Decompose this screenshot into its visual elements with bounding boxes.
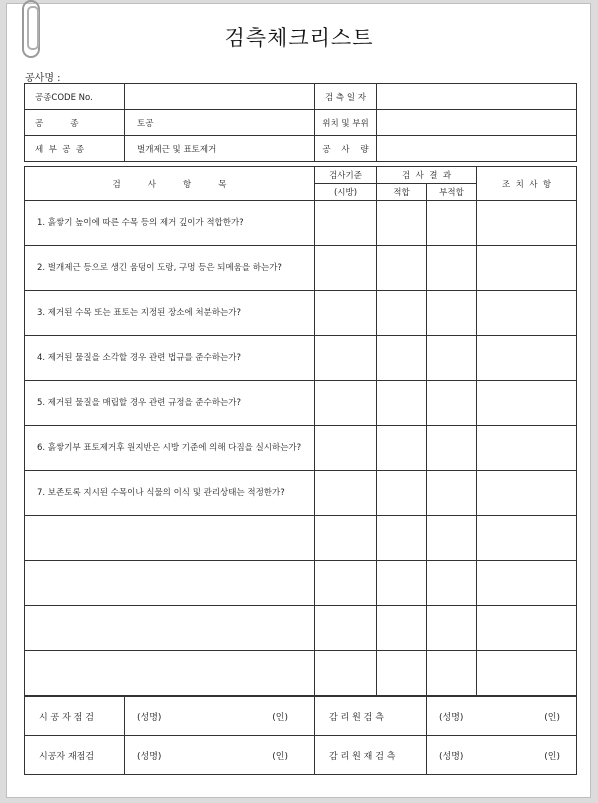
action-cell[interactable] <box>477 246 577 291</box>
supervisor-check-label: 감 리 원 검 측 <box>315 697 427 736</box>
fail-cell[interactable] <box>427 606 477 651</box>
fail-cell[interactable] <box>427 291 477 336</box>
fail-cell[interactable] <box>427 381 477 426</box>
item-text: 5. 제거된 물질을 매립할 경우 관련 규정을 준수하는가? <box>25 381 315 426</box>
table-row <box>25 426 577 471</box>
pass-cell[interactable] <box>377 381 427 426</box>
pass-cell[interactable] <box>377 291 427 336</box>
fail-cell[interactable] <box>427 561 477 606</box>
seal-label: (인) <box>544 751 560 762</box>
standard-cell[interactable] <box>315 246 377 291</box>
table-row <box>25 291 577 336</box>
fail-cell[interactable] <box>427 471 477 516</box>
contractor-check-signature[interactable] <box>125 697 315 736</box>
pass-cell[interactable] <box>377 336 427 381</box>
header-action: 조 치 사 항 <box>477 167 577 201</box>
standard-cell[interactable] <box>315 336 377 381</box>
item-text: 4. 제거된 물질을 소각할 경우 관련 법규를 준수하는가? <box>25 336 315 381</box>
item-text <box>25 606 315 651</box>
action-cell[interactable] <box>477 201 577 246</box>
inspection-date-value[interactable] <box>377 84 577 110</box>
pass-cell[interactable] <box>377 426 427 471</box>
detail-work-value[interactable]: 벌개제근 및 표토제거 <box>125 136 315 162</box>
info-table <box>24 83 577 162</box>
header-standard: 검사기준 <box>315 167 377 184</box>
standard-cell[interactable] <box>315 516 377 561</box>
company-name-label: 공사명 : <box>25 73 61 84</box>
header-fail: 부적합 <box>427 184 477 201</box>
contractor-recheck-signature[interactable] <box>125 736 315 775</box>
item-text: 3. 제거된 수목 또는 표토는 지정된 장소에 처분하는가? <box>25 291 315 336</box>
standard-cell[interactable] <box>315 606 377 651</box>
table-row <box>25 606 577 651</box>
table-row <box>25 381 577 426</box>
pass-cell[interactable] <box>377 561 427 606</box>
action-cell[interactable] <box>477 291 577 336</box>
standard-cell[interactable] <box>315 651 377 696</box>
action-cell[interactable] <box>477 336 577 381</box>
standard-cell[interactable] <box>315 381 377 426</box>
fail-cell[interactable] <box>427 426 477 471</box>
table-row <box>25 336 577 381</box>
standard-cell[interactable] <box>315 201 377 246</box>
fail-cell[interactable] <box>427 201 477 246</box>
table-row <box>25 516 577 561</box>
action-cell[interactable] <box>477 426 577 471</box>
pass-cell[interactable] <box>377 246 427 291</box>
item-text <box>25 651 315 696</box>
standard-cell[interactable] <box>315 291 377 336</box>
action-cell[interactable] <box>477 561 577 606</box>
item-text: 6. 흙쌓기부 표토제거후 원지반은 시방 기준에 의해 다짐을 실시하는가? <box>25 426 315 471</box>
name-label: (성명) <box>439 751 464 762</box>
seal-label: (인) <box>544 712 560 723</box>
pass-cell[interactable] <box>377 201 427 246</box>
header-item: 검 사 항 목 <box>25 167 315 201</box>
contractor-check-label: 시 공 자 점 검 <box>25 697 125 736</box>
inspection-table <box>24 166 577 696</box>
fail-cell[interactable] <box>427 246 477 291</box>
name-label: (성명) <box>137 712 162 723</box>
standard-cell[interactable] <box>315 426 377 471</box>
name-label: (성명) <box>439 712 464 723</box>
header-pass: 적합 <box>377 184 427 201</box>
standard-cell[interactable] <box>315 471 377 516</box>
item-text: 1. 흙쌓기 높이에 따른 수목 등의 제거 깊이가 적합한가? <box>25 201 315 246</box>
table-row <box>25 561 577 606</box>
supervisor-recheck-label: 감 리 원 재 검 측 <box>315 736 427 775</box>
work-code-label: 공종CODE No. <box>25 84 125 110</box>
detail-work-label: 세 부 공 종 <box>25 136 125 162</box>
pass-cell[interactable] <box>377 606 427 651</box>
work-type-value[interactable]: 토공 <box>125 110 315 136</box>
page-title: 검측체크리스트 <box>224 26 374 50</box>
action-cell[interactable] <box>477 516 577 561</box>
table-row <box>25 471 577 516</box>
action-cell[interactable] <box>477 606 577 651</box>
supervisor-recheck-signature[interactable] <box>427 736 577 775</box>
work-code-value[interactable] <box>125 84 315 110</box>
supervisor-check-signature[interactable] <box>427 697 577 736</box>
action-cell[interactable] <box>477 381 577 426</box>
action-cell[interactable] <box>477 651 577 696</box>
seal-label: (인) <box>272 712 288 723</box>
pass-cell[interactable] <box>377 651 427 696</box>
inspection-date-label: 검 측 일 자 <box>315 84 377 110</box>
signature-table <box>24 696 577 775</box>
pass-cell[interactable] <box>377 471 427 516</box>
fail-cell[interactable] <box>427 651 477 696</box>
item-text: 7. 보존토록 지시된 수목이나 식물의 이식 및 관리상태는 적정한가? <box>25 471 315 516</box>
table-row <box>25 201 577 246</box>
quantity-value[interactable] <box>377 136 577 162</box>
item-text <box>25 516 315 561</box>
standard-cell[interactable] <box>315 561 377 606</box>
item-text: 2. 벌개제근 등으로 생긴 움덩이 도랑, 구멍 등은 되메움을 하는가? <box>25 246 315 291</box>
seal-label: (인) <box>272 751 288 762</box>
header-result: 검 사 결 과 <box>377 167 477 184</box>
name-label: (성명) <box>137 751 162 762</box>
table-row <box>25 246 577 291</box>
pass-cell[interactable] <box>377 516 427 561</box>
action-cell[interactable] <box>477 471 577 516</box>
work-type-label: 공 종 <box>25 110 125 136</box>
header-standard-sub: (시방) <box>315 184 377 201</box>
fail-cell[interactable] <box>427 516 477 561</box>
location-label: 위치 및 부위 <box>315 110 377 136</box>
location-value[interactable] <box>377 110 577 136</box>
contractor-recheck-label: 시공자 재점검 <box>25 736 125 775</box>
item-text <box>25 561 315 606</box>
fail-cell[interactable] <box>427 336 477 381</box>
table-row <box>25 651 577 696</box>
quantity-label: 공 사 량 <box>315 136 377 162</box>
